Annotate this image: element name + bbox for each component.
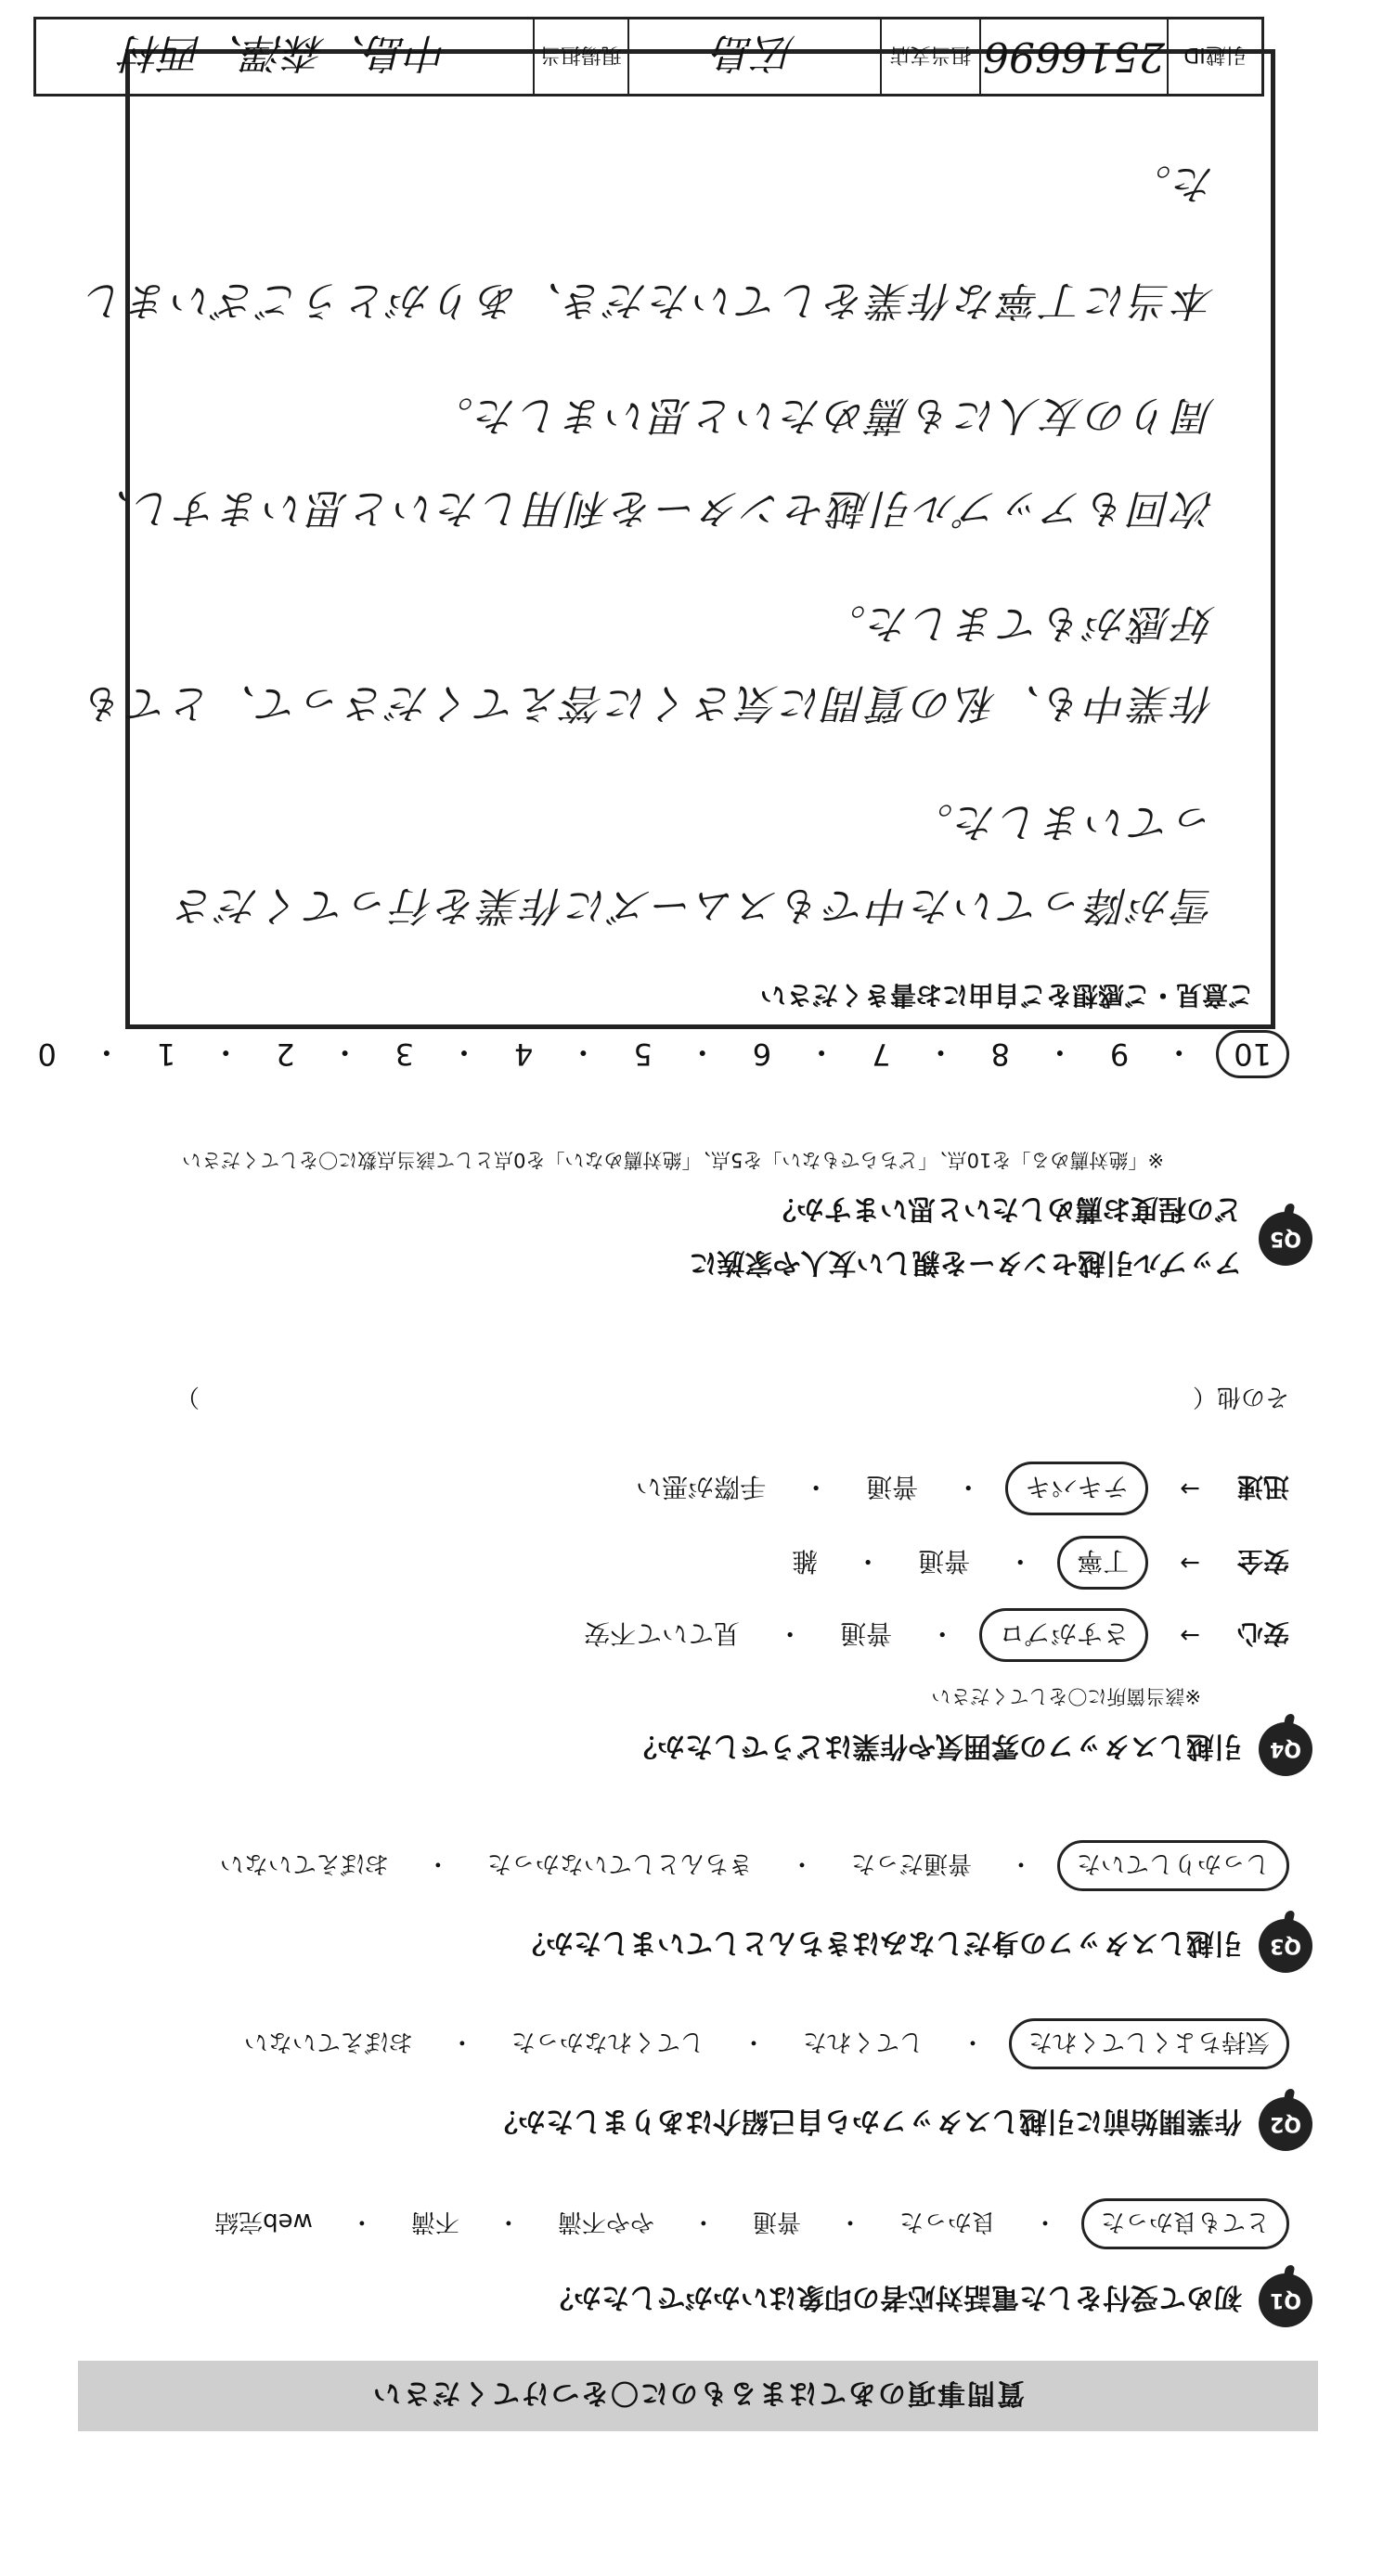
comment-line: 好感がもてました。 <box>822 599 1215 647</box>
score-3[interactable]: 3 <box>394 1037 415 1072</box>
q4-badge: Q4 <box>1259 1722 1312 1776</box>
id-label: 引越ID <box>1183 43 1247 67</box>
q4-option[interactable]: 普通 <box>866 1472 919 1502</box>
q4-row <box>629 1722 1312 1776</box>
q2-option[interactable]: おぼえていない <box>243 2028 413 2055</box>
q1-option[interactable]: やや不満 <box>557 2208 654 2235</box>
q4-row-label: 安心 <box>1236 1618 1289 1649</box>
q4-note: ※該当箇所に〇をしてください <box>931 1685 1201 1707</box>
q1-option[interactable]: web完結 <box>214 2208 313 2235</box>
q1-options: とても良かった ・ 良かった ・ 普通 ・ やや不満 ・ 不満 ・ web完結 <box>201 2198 1289 2249</box>
q2-badge: Q2 <box>1259 2097 1312 2151</box>
branch-value-cell <box>627 19 880 94</box>
q2-options: 気持ちよくしてくれた ・ してくれた ・ してくれなかった ・ おぼえていない <box>231 2018 1289 2069</box>
score-7[interactable]: 7 <box>872 1037 891 1072</box>
q3-option[interactable]: きちんとしていなかった <box>486 1849 753 1877</box>
q4-option[interactable]: 手際が悪い <box>636 1472 767 1502</box>
q5-score-scale: 10 ・ 9 ・ 8 ・ 7 ・ 6 ・ 5 ・ 4 ・ 3 ・ 2 ・ 1 ・ 0 <box>25 1030 1289 1078</box>
q4-jinsoku-row: 迅速 → テキパキ ・ 普通 ・ 手際が悪い <box>623 1462 1289 1515</box>
q4-anshin-row: 安心 → さすがプロ ・ 普通 ・ 見ていて不安 <box>571 1608 1289 1662</box>
id-label-cell <box>1167 19 1261 94</box>
q5-question-line2: どの程度お薦めしたいと思いますか？ <box>769 1192 1242 1225</box>
q5-badge: Q5 <box>1259 1212 1312 1266</box>
score-6[interactable]: 6 <box>752 1037 772 1072</box>
score-4[interactable]: 4 <box>514 1037 534 1072</box>
q1-row <box>546 2273 1312 2327</box>
comment-line: 雪が降っていた中でもスムーズに作業を行ってくださ <box>172 882 1215 929</box>
branch-value: 広島 <box>714 29 795 76</box>
q4-anzen-row: 安全 → 丁寧 ・ 普通 ・ 雑 <box>779 1536 1289 1590</box>
staff-value-cell <box>36 19 533 94</box>
comment-line: っていました。 <box>910 798 1215 845</box>
q2-option-selected[interactable]: 気持ちよくしてくれた <box>1009 2018 1289 2069</box>
score-1[interactable]: 1 <box>156 1037 176 1072</box>
branch-label: 担当支店 <box>889 43 972 67</box>
comment-line: た。 <box>1128 160 1215 207</box>
comment-box[interactable] <box>81 49 1275 1029</box>
right-arrow-icon: → <box>1180 1475 1200 1502</box>
comment-title: ご意見・ご感想をご自由にお書きください <box>759 980 1254 1011</box>
q5-row <box>690 1191 1313 1286</box>
q2-option[interactable]: してくれなかった <box>511 2028 704 2055</box>
q1-option[interactable]: 不満 <box>410 2208 459 2235</box>
q5-question-line1: アップル引越センターを親しい友人や家族に <box>689 1246 1242 1279</box>
q3-row <box>518 1919 1312 1973</box>
q3-option[interactable]: 普通だった <box>850 1849 972 1877</box>
id-value-cell <box>979 19 1167 94</box>
score-9[interactable]: 9 <box>1109 1037 1130 1072</box>
score-8[interactable]: 8 <box>990 1037 1010 1072</box>
q1-question: 初めて受付をした電話対応者の印象はいかがでしたか？ <box>546 2281 1242 2313</box>
q4-other-close: ） <box>175 1383 200 1410</box>
instruction-banner: 質問事項のあてはまるものに〇をつけてください <box>78 2361 1318 2431</box>
q3-badge: Q3 <box>1259 1919 1312 1973</box>
q5-note: ※「絶対薦める」を10点、「どちらでもない」を5点、「絶対薦めない」を0点として該当点数に〇をしてください <box>182 1149 1164 1171</box>
q1-option-selected[interactable]: とても良かった <box>1081 2198 1289 2249</box>
q4-question: 引越しスタッフの雰囲気や作業はどうでしたか？ <box>629 1730 1242 1762</box>
q3-options: しっかりしていた ・ 普通だった ・ きちんとしていなかった ・ おぼえていない <box>207 1840 1289 1891</box>
comment-line: 作業中も、私の質問に気さくに答えてくださって、とても <box>81 679 1215 727</box>
q4-row-label: 迅速 <box>1236 1472 1289 1502</box>
score-5[interactable]: 5 <box>633 1037 653 1072</box>
q3-option[interactable]: おぼえていない <box>219 1849 389 1877</box>
q4-option[interactable]: 普通 <box>840 1618 893 1649</box>
comment-line: 周りの友人にも薦めたいと思いました。 <box>430 392 1215 439</box>
q1-option[interactable]: 良かった <box>898 2208 996 2235</box>
right-arrow-icon: → <box>1180 1549 1200 1577</box>
q4-option[interactable]: 雑 <box>792 1546 819 1577</box>
staff-value: 中島、森澤、西村 <box>121 29 448 76</box>
q1-badge: Q1 <box>1259 2273 1312 2327</box>
q3-question: 引越しスタッフの身だしなみはきちんとしていましたか？ <box>518 1926 1242 1959</box>
q4-option-selected[interactable]: 丁寧 <box>1057 1536 1148 1590</box>
q1-option[interactable]: 普通 <box>752 2208 801 2235</box>
q4-other-label[interactable]: その他（ <box>1192 1383 1289 1410</box>
q4-option[interactable]: 見ていて不安 <box>584 1618 741 1649</box>
q3-option-selected[interactable]: しっかりしていた <box>1057 1840 1289 1891</box>
q2-question: 作業開始前に引越しスタッフから自己紹介はありましたか？ <box>490 2105 1242 2137</box>
q4-option-selected[interactable]: テキパキ <box>1005 1462 1148 1515</box>
id-table <box>33 17 1264 97</box>
score-0[interactable]: 0 <box>37 1037 57 1072</box>
q4-row-label: 安全 <box>1236 1546 1289 1577</box>
q2-row <box>490 2097 1312 2151</box>
comment-line: 本当に丁寧な作業をしていただき、ありがとうございまし <box>82 277 1215 324</box>
right-arrow-icon: → <box>1180 1621 1200 1649</box>
staff-label-cell <box>533 19 627 94</box>
id-value: 2516696 <box>983 32 1165 81</box>
q4-other-row <box>175 1382 1289 1416</box>
q2-option[interactable]: してくれた <box>802 2028 924 2055</box>
branch-label-cell <box>880 19 979 94</box>
comment-line: 次回もアップル引越センターを利用したいと思いますし、 <box>86 484 1215 532</box>
q4-option-selected[interactable]: さすがプロ <box>979 1608 1148 1662</box>
q4-option[interactable]: 普通 <box>918 1546 971 1577</box>
score-10-selected[interactable]: 10 <box>1216 1030 1289 1078</box>
staff-label: 現場担当 <box>540 43 623 67</box>
score-2[interactable]: 2 <box>276 1037 295 1072</box>
